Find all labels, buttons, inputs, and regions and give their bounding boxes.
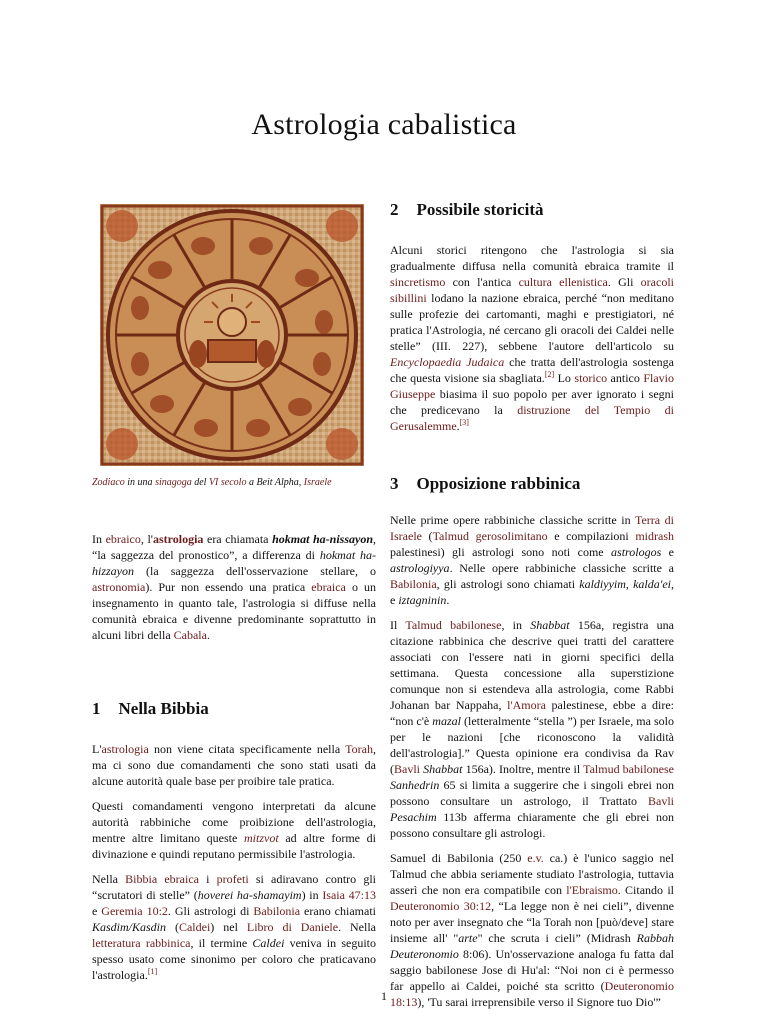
text-run: Il bbox=[390, 618, 406, 632]
text-run: 65 si limita a suggerire che i singoli ebrei non possono consultare un astrologo, il Trattato bbox=[390, 778, 674, 808]
inline-link[interactable]: Babilonia bbox=[253, 904, 301, 918]
text-run: e bbox=[92, 904, 102, 918]
inline-link[interactable]: Terra di Israele bbox=[390, 513, 674, 543]
text-run: non viene citata specificamente nella bbox=[148, 742, 346, 756]
text-run: Rabbah Deuteronomio bbox=[390, 931, 674, 961]
inline-link[interactable]: VI secolo bbox=[208, 477, 247, 488]
intro-paragraph bbox=[92, 531, 376, 643]
inline-link[interactable]: l'Amora bbox=[507, 698, 546, 712]
text-run: si adiravano contro gli “scrutatori di stelle” ( bbox=[92, 872, 376, 902]
text-run: . Gli astrologi di bbox=[167, 904, 254, 918]
inline-link[interactable]: midrash bbox=[635, 529, 674, 543]
inline-link[interactable]: Cabala bbox=[173, 628, 207, 642]
text-run: L' bbox=[92, 742, 102, 756]
inline-link[interactable]: Zodiaco bbox=[92, 477, 125, 488]
text-run: astrologiyya bbox=[390, 561, 450, 575]
section-number: 3 bbox=[390, 474, 399, 493]
text-run: palestinese, ebbe a dire: “non c'è bbox=[390, 698, 674, 728]
text-run: astrologos bbox=[611, 545, 662, 559]
inline-link[interactable]: Deuteronomio 30:12 bbox=[390, 899, 492, 913]
zodiac-mosaic-image bbox=[100, 204, 364, 466]
body-paragraph bbox=[390, 850, 674, 1010]
text-run: , e bbox=[390, 577, 674, 607]
text-run: (la saggezza dell'osservazione stellare, o bbox=[134, 564, 376, 578]
text-run: ). Pur non essendo una pratica bbox=[145, 580, 312, 594]
text-run: erano chiamati bbox=[300, 904, 376, 918]
zodiac-mosaic-illustration bbox=[100, 204, 364, 466]
text-run: , “la saggezza del pronostico”, a differenza di bbox=[92, 532, 377, 562]
inline-link[interactable]: Encyclopaedia Judaica bbox=[390, 355, 505, 369]
text-run: lodano la nazione ebraica, perché “non meditano sulle profezie dei cartomanti, maghi e prestigiatori, né pratica l'Astrologia, né cercano gli oracoli dei Caldei nelle stelle” (III. 227), sebbene l'autore dell'articolo su bbox=[390, 291, 674, 353]
text-run: . bbox=[206, 628, 210, 642]
text-run: Samuel di Babilonia (250 bbox=[390, 851, 528, 865]
text-run: Nelle prime opere rabbiniche classiche scritte in bbox=[390, 513, 635, 527]
text-run: mazal bbox=[432, 714, 461, 728]
text-run: (letteralmente “stella ”) per Israele, ma solo per le nazioni [che riconoscono la validità dell'astrologia].” Questa opinione era condivisa da Rav ( bbox=[390, 714, 674, 776]
inline-link[interactable]: ebraica bbox=[311, 580, 346, 594]
text-run: , il termine bbox=[190, 936, 253, 950]
inline-link[interactable]: ebraico bbox=[105, 532, 141, 546]
body-paragraph bbox=[92, 871, 376, 983]
inline-link[interactable]: Babilonia bbox=[390, 577, 437, 591]
left-column bbox=[92, 200, 376, 992]
text-run: Nella bbox=[92, 872, 126, 886]
text-run: 8:06). Un'osservazione analoga fu fatta dal saggio babilonese Jose di Hu'al: “Noi non ci è permesso far appello ai Caldei, poiché sta scritto ( bbox=[390, 947, 674, 993]
text-run: Lo bbox=[554, 371, 575, 385]
text-run: ) in bbox=[301, 888, 323, 902]
text-run: Sanhedrin bbox=[390, 778, 440, 792]
inline-link[interactable]: profeti bbox=[216, 872, 249, 886]
inline-link[interactable]: e.v. bbox=[527, 851, 544, 865]
text-run: Shabbat bbox=[530, 618, 570, 632]
page-number: 1 bbox=[381, 989, 387, 1003]
inline-link[interactable]: Talmud gerosolimitano bbox=[432, 529, 548, 543]
inline-link[interactable]: sinagoga bbox=[155, 477, 192, 488]
text-run: " che scruta i cieli” (Midrash bbox=[477, 931, 637, 945]
text-run: e bbox=[661, 545, 675, 559]
section-number: 2 bbox=[390, 200, 399, 219]
inline-link[interactable]: astronomia bbox=[92, 580, 146, 594]
text-run: In bbox=[92, 532, 106, 546]
inline-link[interactable]: cultura ellenistica bbox=[518, 275, 608, 289]
inline-link[interactable]: storico bbox=[574, 371, 608, 385]
text-run: . bbox=[456, 419, 460, 433]
text-run: . Gli bbox=[607, 275, 641, 289]
inline-link[interactable]: Bavli bbox=[648, 794, 674, 808]
text-run: veniva in seguito spesso usato come sinonimo per coloro che praticavano l'astrologia. bbox=[92, 936, 376, 982]
text-run: , bbox=[625, 577, 634, 591]
text-run: . Nella bbox=[338, 920, 376, 934]
text-run: , ma ci sono due comandamenti che sono stati usati da alcune autorità quale base per proibire tale pratica. bbox=[92, 742, 376, 788]
text-run: ) nel bbox=[210, 920, 247, 934]
body-paragraph bbox=[92, 798, 376, 862]
text-run: Shabbat bbox=[423, 762, 463, 776]
body-paragraph bbox=[390, 242, 674, 434]
body-paragraph bbox=[390, 617, 674, 841]
text-run: ), 'Tu sarai irreprensibile verso il Signore tuo Dio'” bbox=[417, 995, 661, 1009]
inline-link[interactable]: letteratura rabbinica bbox=[92, 936, 191, 950]
text-run: Caldei bbox=[252, 936, 285, 950]
inline-link[interactable]: Israele bbox=[303, 477, 332, 488]
text-run: , “La legge non è nei cieli”, divenne noto per aver insegnato che “la Torah non [può/deve] stare insieme all' " bbox=[390, 899, 674, 945]
text-run: ad altre forme di divinazione e quindi reputano permissibile l'astrologia. bbox=[92, 831, 376, 861]
text-run: ca.) è l'unico saggio nel Talmud che abbia seriamente studiato l'astrologia, tuttavia asserì che non era compatibile con bbox=[390, 851, 674, 897]
body-paragraph bbox=[390, 512, 674, 608]
inline-link[interactable]: Geremia 10:2 bbox=[101, 904, 168, 918]
page-title: Astrologia cabalistica bbox=[251, 108, 517, 141]
inline-link[interactable]: sincretismo bbox=[390, 275, 446, 289]
inline-link[interactable]: mitzvot bbox=[243, 831, 279, 845]
text-run: hoverei ha-shamayim bbox=[197, 888, 302, 902]
section-title: Opposizione rabbinica bbox=[416, 474, 581, 493]
inline-link[interactable]: [1] bbox=[147, 967, 158, 976]
inline-link[interactable]: [3] bbox=[459, 418, 469, 427]
text-run: palestinesi) gli astrologi sono noti come bbox=[390, 545, 612, 559]
text-run: i bbox=[198, 872, 217, 886]
inline-link[interactable]: Torah bbox=[345, 742, 373, 756]
text-run: del bbox=[191, 477, 209, 488]
text-run: 113b afferma chiaramente che gli ebrei non possono consultare gli astrologi. bbox=[390, 810, 674, 840]
text-run: ( bbox=[166, 920, 179, 934]
text-run: con l'antica bbox=[445, 275, 519, 289]
text-run: 156a, registra una citazione rabbinica che descrive quei tratti del carattere associati con l'essere nati in giorni specifici della settimana. Questa concessione alla superstizione comunque non si estendeva alla astrologia, come Rabbi Johanan bar Nappaha, bbox=[390, 618, 675, 712]
text-run: , l' bbox=[140, 532, 153, 546]
text-run: biasima il suo popolo per aver ignorato i segni che predicevano la bbox=[390, 387, 674, 417]
section-heading-opposizione-rabbinica bbox=[390, 474, 674, 494]
text-run: arte bbox=[458, 931, 478, 945]
text-run: Pesachim bbox=[390, 810, 437, 824]
text-run: hokmat ha-nissayon bbox=[272, 532, 374, 546]
section-heading-possibile-storicita bbox=[390, 200, 674, 220]
inline-link[interactable]: distruzione del Tempio di Gerusalemme bbox=[390, 403, 674, 433]
inline-link[interactable]: Bibbia ebraica bbox=[125, 872, 199, 886]
section-title: Possibile storicità bbox=[416, 200, 544, 219]
text-run: in una bbox=[124, 477, 156, 488]
figure-caption bbox=[92, 476, 376, 489]
inline-link[interactable]: Flavio Giuseppe bbox=[390, 371, 674, 401]
inline-link[interactable]: astrologia bbox=[152, 532, 204, 546]
inline-link[interactable]: astrologia bbox=[101, 742, 149, 756]
text-run: che tratta dell'astrologia sostenga che questa visione sia sbagliata. bbox=[390, 355, 674, 385]
inline-link[interactable]: Caldei bbox=[178, 920, 211, 934]
text-run: . Citando il bbox=[617, 883, 674, 897]
text-run: Alcuni storici ritengono che l'astrologia si sia gradualmente diffusa nella comunità ebraica tramite il bbox=[390, 243, 674, 273]
text-run: iztagninin bbox=[398, 593, 447, 607]
text-run: , in bbox=[501, 618, 531, 632]
text-run: antico bbox=[607, 371, 644, 385]
text-run: o un insegnamento in quanto tale, l'astrologia si diffuse nella comunità ebraica e divenne predominante soprattutto in alcuni libri della bbox=[92, 580, 376, 642]
text-run: kalda'ei bbox=[633, 577, 671, 591]
text-run: hokmat ha-hizzayon bbox=[92, 548, 376, 578]
inline-link[interactable]: oracoli sibillini bbox=[390, 275, 674, 305]
inline-link[interactable]: Isaia 47:13 bbox=[322, 888, 376, 902]
inline-link[interactable]: [2] bbox=[544, 370, 555, 379]
right-column bbox=[390, 200, 674, 1019]
inline-link[interactable]: Talmud babilonese bbox=[405, 618, 502, 632]
text-run: . bbox=[446, 593, 450, 607]
text-run: era chiamata bbox=[203, 532, 273, 546]
inline-link[interactable]: l'Ebraismo bbox=[566, 883, 618, 897]
text-run: kaldiyyim bbox=[579, 577, 626, 591]
text-run: , gli astrologi sono chiamati bbox=[436, 577, 580, 591]
body-paragraph bbox=[92, 741, 376, 789]
text-run: ( bbox=[421, 529, 433, 543]
section-heading-nella-bibbia bbox=[92, 699, 376, 719]
text-run: Questi comandamenti vengono interpretati da alcune autorità rabbiniche come proibizione dell'astrologia, mentre altre limitano queste bbox=[92, 799, 376, 845]
text-run: a Beit Alpha, bbox=[246, 477, 304, 488]
inline-link[interactable]: Talmud babilonese bbox=[583, 762, 674, 776]
inline-link[interactable]: Libro di Daniele bbox=[246, 920, 339, 934]
inline-link[interactable]: Bavli bbox=[394, 762, 420, 776]
section-title: Nella Bibbia bbox=[118, 699, 209, 718]
text-run: e compilazioni bbox=[547, 529, 636, 543]
text-run: Kasdim/Kasdin bbox=[92, 920, 167, 934]
text-run: . Nelle opere rabbiniche classiche scritte a bbox=[449, 561, 674, 575]
text-run: 156a). Inoltre, mentre il bbox=[462, 762, 584, 776]
inline-link[interactable]: Deuteronomio 18:13 bbox=[390, 979, 674, 1009]
section-number: 1 bbox=[92, 699, 101, 718]
